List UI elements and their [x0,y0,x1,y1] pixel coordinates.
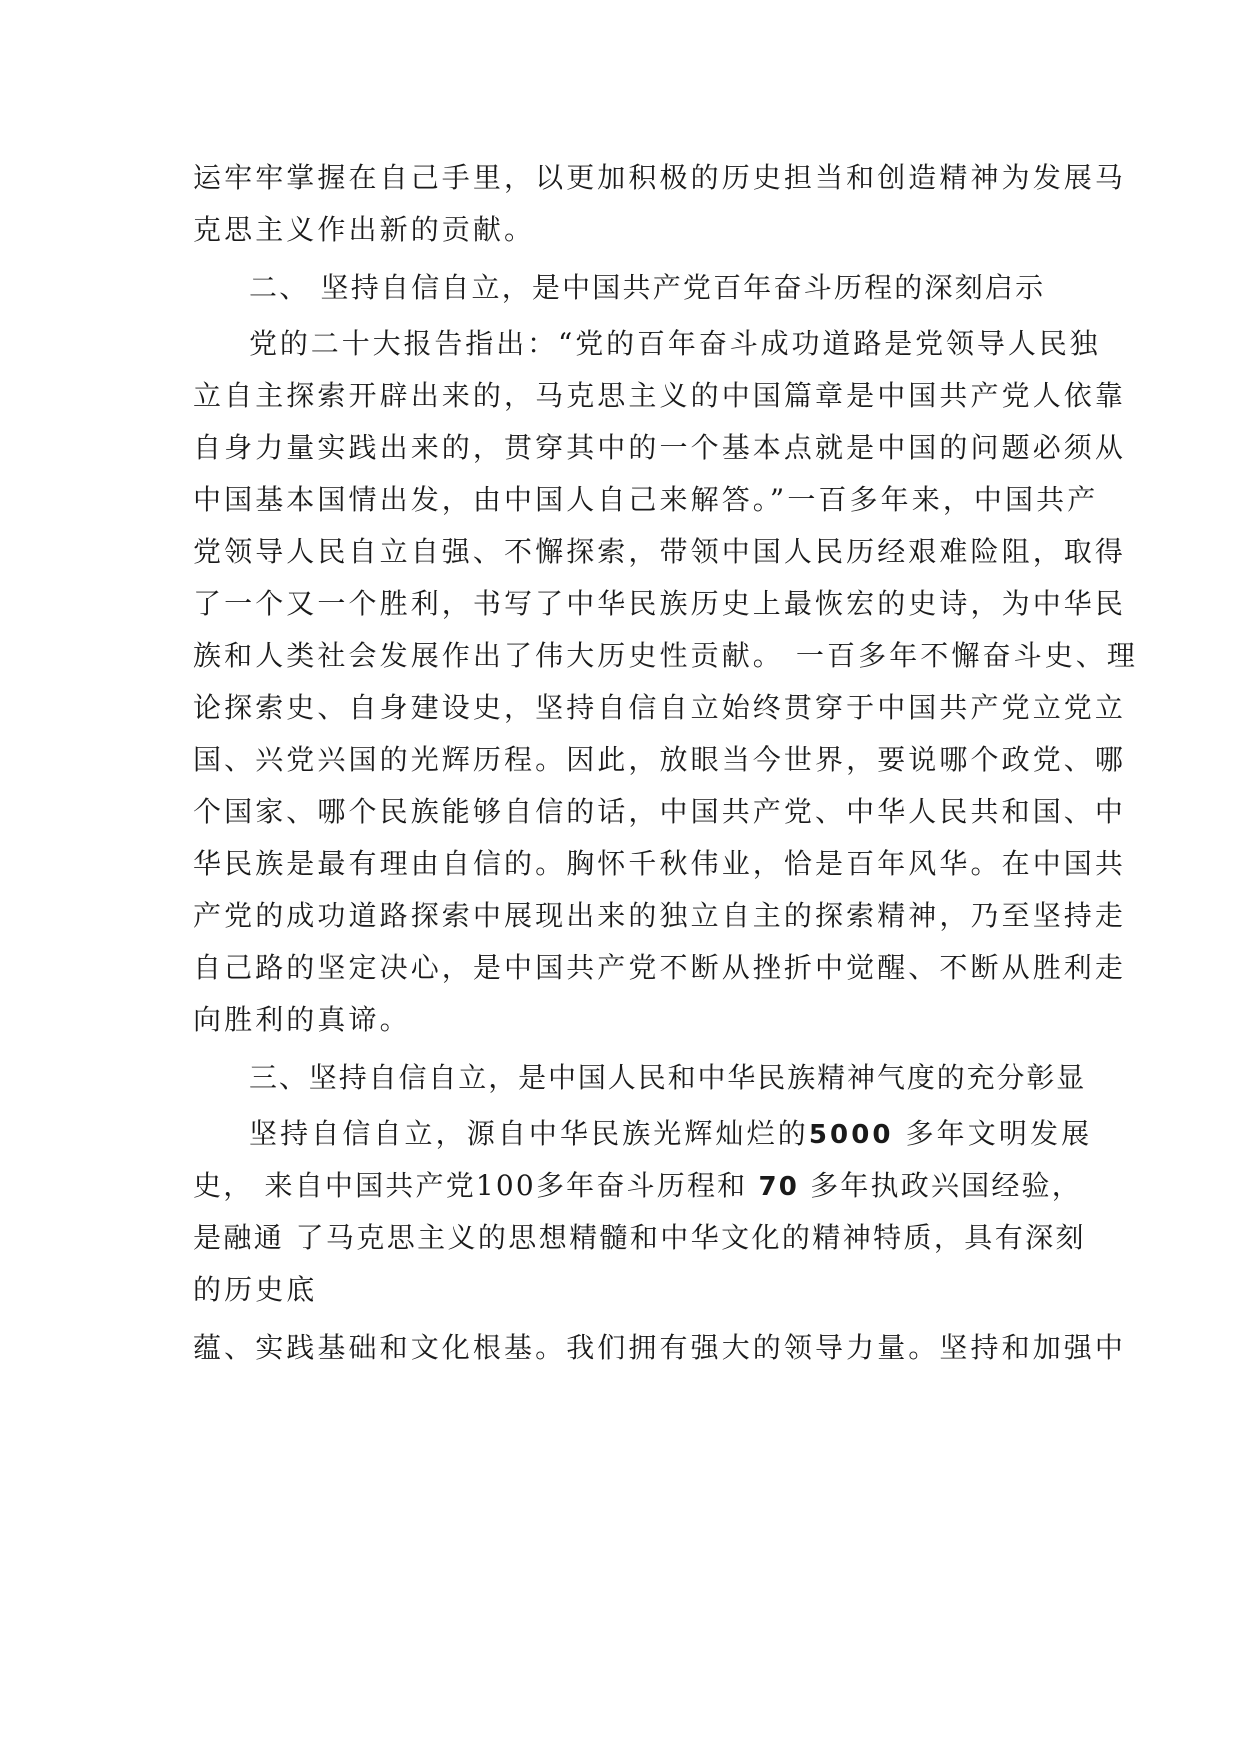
section-heading-2: 二、 坚持自信自立，是中国共产党百年奋斗历程的深刻启示 [249,271,1046,304]
paragraph-line: 是融通 了马克思主义的思想精髓和中华文化的精神特质，具有深刻 [193,1221,1086,1254]
paragraph-line: 族和人类社会发展作出了伟大历史性贡献。 一百多年不懈奋斗史、理 [193,639,1139,672]
paragraph-line: 了一个又一个胜利，书写了中华民族历史上最恢宏的史诗，为中华民 [193,587,1127,620]
paragraph-line: 自己路的坚定决心，是中国共产党不断从挫折中觉醒、不断从胜利走 [193,951,1127,984]
paragraph-line: 立自主探索开辟出来的，马克思主义的中国篇章是中国共产党人依靠 [193,379,1127,412]
paragraph-line [249,1114,1129,1154]
paragraph-line: 个国家、哪个民族能够自信的话，中国共产党、中华人民共和国、中 [193,795,1127,828]
paragraph-line: 的历史底 [193,1273,318,1306]
paragraph-line: 运牢牢掌握在自己手里，以更加积极的历史担当和创造精神为发展马 [193,161,1127,194]
paragraph-line [193,1166,1082,1206]
paragraph-line: 产党的成功道路探索中展现出来的独立自主的探索精神，乃至坚持走 [193,899,1127,932]
number-run: 5000 [808,1120,894,1150]
text-run: 史， 来自中国共产党100多年奋斗历程和 [193,1169,759,1202]
paragraph-line: 党领导人民自立自强、不懈探索，带领中国人民历经艰难险阻，取得 [193,535,1127,568]
number-run: 70 [758,1172,800,1202]
text-run: 多年执政兴国经验， [799,1169,1082,1202]
paragraph-line: 克思主义作出新的贡献。 [193,213,536,246]
paragraph-line: 国、兴党兴国的光辉历程。因此，放眼当今世界，要说哪个政党、哪 [193,743,1127,776]
paragraph-line: 中国基本国情出发，由中国人自己来解答。”一百多年来，中国共产 [193,483,1099,516]
paragraph-line: 党的二十大报告指出：“党的百年奋斗成功道路是党领导人民独 [249,327,1101,360]
paragraph-line: 自身力量实践出来的，贯穿其中的一个基本点就是中国的问题必须从 [193,431,1127,464]
paragraph-line: 华民族是最有理由自信的。胸怀千秋伟业，恰是百年风华。在中国共 [193,847,1127,880]
paragraph-line: 蕴、实践基础和文化根基。我们拥有强大的领导力量。坚持和加强中 [193,1331,1127,1364]
text-run: 坚持自信自立，源自中华民族光辉灿烂的 [249,1117,809,1150]
section-heading-3: 三、坚持自信自立，是中国人民和中华民族精神气度的充分彰显 [249,1061,1087,1094]
text-run: 多年文明发展 [893,1117,1093,1150]
paragraph-line: 向胜利的真谛。 [193,1003,411,1036]
paragraph-line: 论探索史、自身建设史，坚持自信自立始终贯穿于中国共产党立党立 [193,691,1127,724]
